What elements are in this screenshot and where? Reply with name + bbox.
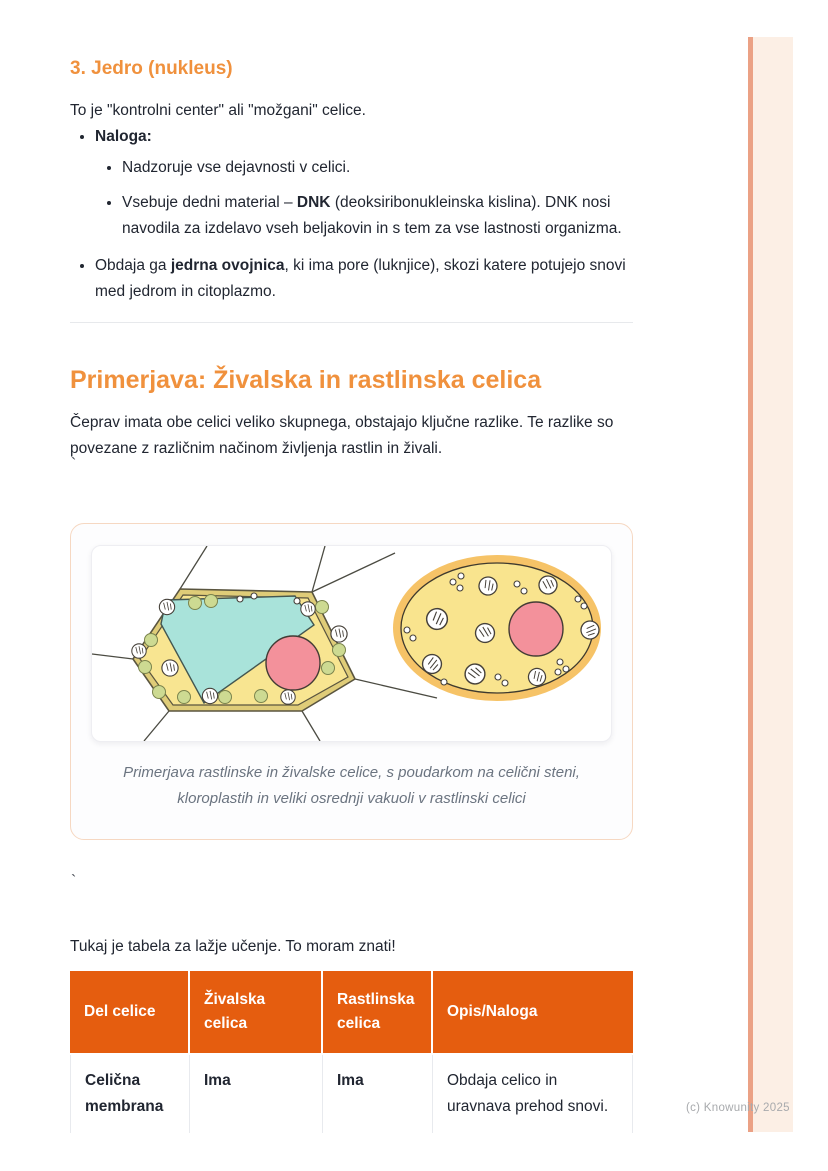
table-cell-desc: Obdaja celico in uravnava prehod snovi. (433, 1055, 633, 1133)
list-item-task (95, 124, 636, 242)
table-header-cell: Opis/Naloga (433, 971, 633, 1053)
section-intro: To je "kontrolni center" ali "možgani" celice. (70, 101, 366, 119)
page-edge-line (748, 37, 753, 1132)
plant-nucleus (266, 636, 320, 690)
table-cell-plant: Ima (323, 1055, 433, 1133)
nucleus-bullet-list (70, 124, 636, 305)
comparison-table (70, 971, 633, 1133)
figure-caption: Primerjava rastlinske in živalske celice, s poudarkom na celični steni, kloroplastih in veliki osrednji vakuoli v rastlinski celici (123, 764, 580, 807)
table-intro: Tukaj je tabela za lažje učenje. To moram znati! (70, 937, 396, 955)
section-divider (70, 322, 633, 323)
table-row (70, 1055, 633, 1133)
comparison-intro: Čeprav imata obe celici veliko skupnega, obstajajo ključne razlike. Te razlike so povezane z različnim načinom življenja rastlin in živali. (70, 413, 614, 457)
copyright-watermark: (c) Knowunity 2025 (686, 1102, 790, 1114)
animal-cell-drawing (393, 555, 601, 701)
table-header-cell: Rastlinska celica (323, 971, 433, 1053)
list-item: • Vsebuje dedni material – DNK (deoksiribonukleinska kislina). DNK nosi navodila za izdelavo vseh beljakovin in s tem za vse lastnosti organizma. (122, 190, 636, 242)
figure-card (70, 523, 633, 840)
animal-nucleus (509, 602, 563, 656)
list-item-envelope: • Obdaja ga jedrna ovojnica, ki ima pore (luknjice), skozi katere potujejo snovi med jedrom in citoplazmo. (95, 253, 636, 305)
comparison-heading: Primerjava: Živalska in rastlinska celica (70, 365, 542, 394)
table-cell-part: Celična membrana (70, 1055, 190, 1133)
figure-image-panel (91, 545, 612, 742)
cell-comparison-illustration (92, 546, 611, 741)
stray-backtick-bottom: ` (71, 873, 77, 890)
plant-cell-drawing (92, 546, 437, 741)
table-cell-animal: Ima (190, 1055, 323, 1133)
list-item: • Nadzoruje vse dejavnosti v celici. (122, 155, 636, 181)
task-label: Naloga: (95, 128, 152, 145)
stray-backtick-top: ` (71, 456, 77, 473)
table-header-row (70, 971, 633, 1053)
table-header-cell: Del celice (70, 971, 190, 1053)
page-edge-band (752, 37, 793, 1132)
table-header-cell: Živalska celica (190, 971, 323, 1053)
section-heading: 3. Jedro (nukleus) (70, 58, 233, 79)
